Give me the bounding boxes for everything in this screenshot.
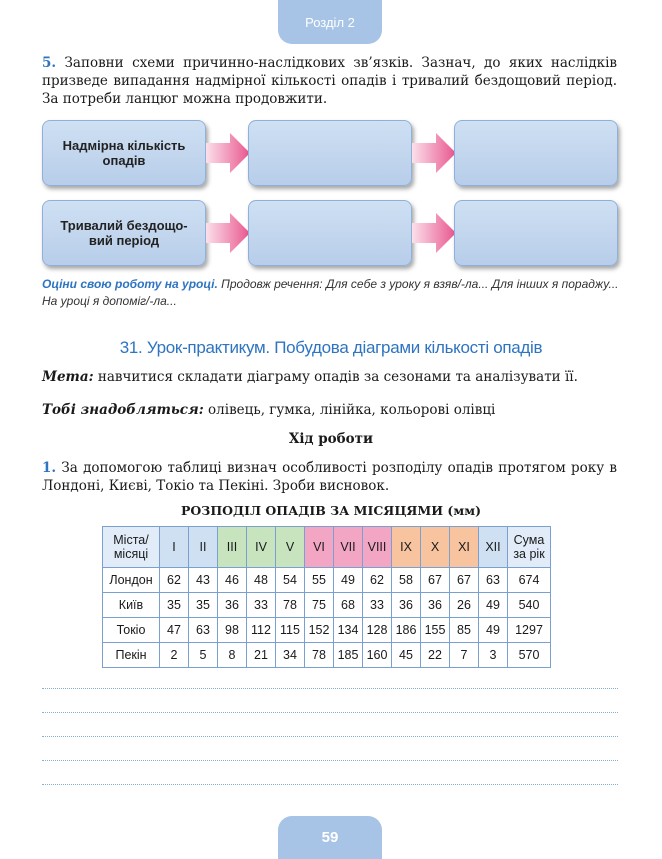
city-cell: Київ (103, 593, 160, 618)
value-cell: 48 (247, 568, 276, 593)
city-cell: Токіо (103, 618, 160, 643)
sum-header: Сума за рік (508, 527, 551, 568)
needs-paragraph (42, 401, 617, 419)
month-header: V (276, 527, 305, 568)
value-cell: 35 (189, 593, 218, 618)
month-header: VII (334, 527, 363, 568)
lesson-title: 31. Урок-практикум. Побудова діаграми кількості опадів (119, 338, 543, 357)
precipitation-table (102, 526, 551, 668)
effect-box-empty[interactable] (454, 200, 618, 266)
cause-box-drought (42, 200, 206, 266)
task5-text: Заповни схеми причинно-наслідкових зв’язків. Зазнач, до яких наслідків призведе випадання надмірної кількості опадів і тривалий бездощовий період. За потреби ланцюг можна продовжити. (42, 55, 617, 107)
task1-paragraph (42, 459, 617, 495)
sum-cell: 674 (508, 568, 551, 593)
cause-box-label: Тривалий бездощо-вий період (60, 218, 188, 248)
effect-box-empty[interactable] (248, 120, 412, 186)
value-cell: 21 (247, 643, 276, 668)
value-cell: 78 (276, 593, 305, 618)
value-cell: 36 (421, 593, 450, 618)
corner-header: Міста/ місяці (103, 527, 160, 568)
value-cell: 78 (305, 643, 334, 668)
value-cell: 49 (334, 568, 363, 593)
value-cell: 2 (160, 643, 189, 668)
month-header: VIII (363, 527, 392, 568)
value-cell: 115 (276, 618, 305, 643)
task1-number: 1. (42, 460, 57, 476)
value-cell: 49 (479, 593, 508, 618)
sum-cell: 1297 (508, 618, 551, 643)
page-number: 59 (321, 829, 339, 846)
value-cell: 34 (276, 643, 305, 668)
effect-box-empty[interactable] (248, 200, 412, 266)
table-title: РОЗПОДІЛ ОПАДІВ ЗА МІСЯЦЯМИ (мм) (181, 503, 481, 518)
month-header: VI (305, 527, 334, 568)
table-row (103, 593, 551, 618)
month-header: II (189, 527, 218, 568)
sum-cell: 540 (508, 593, 551, 618)
value-cell: 75 (305, 593, 334, 618)
value-cell: 152 (305, 618, 334, 643)
value-cell: 33 (247, 593, 276, 618)
self-assessment-text: Продовж речення: Для себе з уроку я взяв/-ла... Для інших я пораджу... На уроці я допоміг/-ла... (42, 277, 619, 308)
needs-label: Тобі знадобляться: (42, 402, 204, 418)
city-cell: Лондон (103, 568, 160, 593)
answer-line[interactable] (42, 688, 618, 689)
value-cell: 49 (479, 618, 508, 643)
city-cell: Пекін (103, 643, 160, 668)
task5-number: 5. (42, 55, 57, 71)
answer-line[interactable] (42, 712, 618, 713)
month-header: XII (479, 527, 508, 568)
value-cell: 98 (218, 618, 247, 643)
value-cell: 7 (450, 643, 479, 668)
table-header-row (103, 527, 551, 568)
value-cell: 5 (189, 643, 218, 668)
value-cell: 155 (421, 618, 450, 643)
table-row (103, 568, 551, 593)
self-assessment-lead: Оціни свою роботу на уроці. (42, 277, 218, 291)
answer-line[interactable] (42, 760, 618, 761)
month-header: IX (392, 527, 421, 568)
value-cell: 186 (392, 618, 421, 643)
value-cell: 67 (421, 568, 450, 593)
effect-box-empty[interactable] (454, 120, 618, 186)
arrow-right-icon (412, 213, 456, 253)
page-number-tab (278, 816, 382, 859)
value-cell: 62 (363, 568, 392, 593)
value-cell: 35 (160, 593, 189, 618)
table-row (103, 643, 551, 668)
task5-paragraph (42, 54, 617, 108)
month-header: I (160, 527, 189, 568)
value-cell: 43 (189, 568, 218, 593)
section-tab (278, 0, 382, 44)
value-cell: 68 (334, 593, 363, 618)
needs-text: олівець, гумка, лінійка, кольорові олівці (208, 402, 496, 418)
value-cell: 46 (218, 568, 247, 593)
value-cell: 33 (363, 593, 392, 618)
value-cell: 54 (276, 568, 305, 593)
value-cell: 8 (218, 643, 247, 668)
cause-box-excess-rain (42, 120, 206, 186)
value-cell: 63 (189, 618, 218, 643)
month-header: IV (247, 527, 276, 568)
value-cell: 128 (363, 618, 392, 643)
value-cell: 55 (305, 568, 334, 593)
value-cell: 160 (363, 643, 392, 668)
arrow-right-icon (206, 213, 250, 253)
month-header: X (421, 527, 450, 568)
value-cell: 26 (450, 593, 479, 618)
section-label: Розділ 2 (305, 14, 355, 30)
value-cell: 85 (450, 618, 479, 643)
value-cell: 63 (479, 568, 508, 593)
value-cell: 45 (392, 643, 421, 668)
value-cell: 47 (160, 618, 189, 643)
value-cell: 22 (421, 643, 450, 668)
month-header: XI (450, 527, 479, 568)
month-header: III (218, 527, 247, 568)
table-row (103, 618, 551, 643)
value-cell: 3 (479, 643, 508, 668)
value-cell: 58 (392, 568, 421, 593)
value-cell: 67 (450, 568, 479, 593)
answer-line[interactable] (42, 784, 618, 785)
arrow-right-icon (206, 133, 250, 173)
sum-cell: 570 (508, 643, 551, 668)
value-cell: 112 (247, 618, 276, 643)
self-assessment (42, 276, 620, 310)
procedure-heading: Хід роботи (288, 431, 374, 447)
answer-line[interactable] (42, 736, 618, 737)
value-cell: 185 (334, 643, 363, 668)
arrow-right-icon (412, 133, 456, 173)
value-cell: 36 (218, 593, 247, 618)
value-cell: 36 (392, 593, 421, 618)
task1-text: За допомогою таблиці визнач особливості розподілу опадів протягом року в Лондоні, Києві, Токіо та Пекіні. Зроби висновок. (42, 460, 617, 494)
goal-label: Мета: (42, 369, 94, 385)
goal-text: навчитися складати діаграму опадів за сезонами та аналізувати її. (97, 369, 578, 385)
value-cell: 134 (334, 618, 363, 643)
cause-box-label: Надмірна кількість опадів (62, 138, 186, 168)
value-cell: 62 (160, 568, 189, 593)
goal-paragraph (42, 368, 617, 386)
